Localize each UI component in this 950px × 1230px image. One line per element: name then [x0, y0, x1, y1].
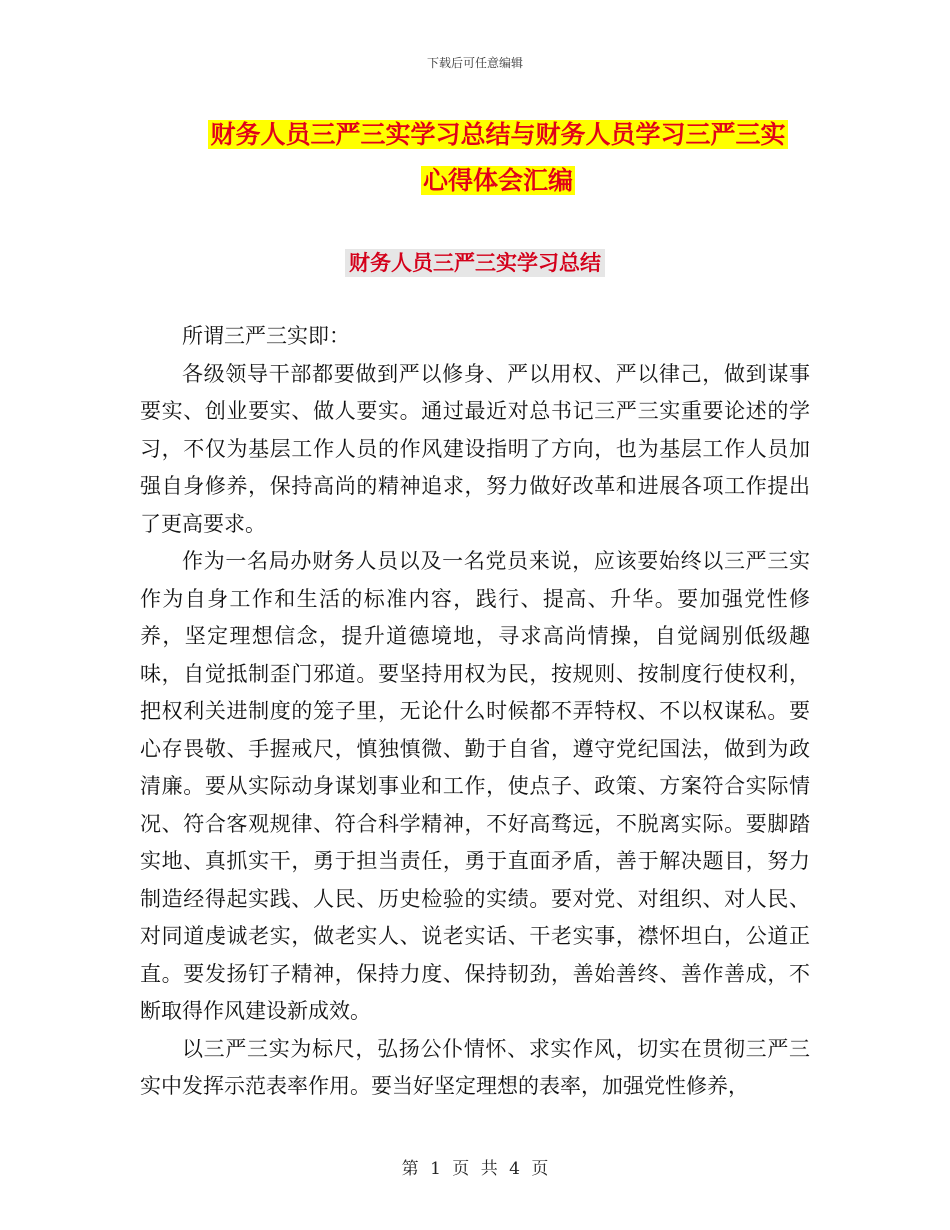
document-title-line-2: 心得体会汇编 — [422, 166, 573, 195]
paragraph: 所谓三严三实即： — [182, 324, 350, 348]
document-title — [140, 112, 856, 204]
paragraph: 各级领导干部都要做到严以修身、严以用权、严以律己，做到谋事要实、创业要实、做人要实。通过最近对总书记三严三实重要论述的学习，不仅为基层工作人员的作风建设指明了方向，也为基层工作人员加强自身修养，保持高尚的精神追求，努力做好改革和进展各项工作提出了更高要求。 — [140, 361, 810, 536]
paragraph: 以三严三实为标尺，弘扬公仆情怀、求实作风，切实在贯彻三严三实中发挥示范表率作用。要当好坚定理想的表率，加强党性修养， — [140, 1036, 810, 1098]
document-body — [140, 318, 810, 1106]
paragraph: 作为一名局办财务人员以及一名党员来说，应该要始终以三严三实作为自身工作和生活的标准内容，践行、提高、升华。要加强党性修养，坚定理想信念，提升道德境地，寻求高尚情操，自觉阔别低级趣味，自觉抵制歪门邪道。要坚持用权为民，按规则、按制度行使权利，把权利关进制度的笼子里，无论什么时候都不弄特权、不以权谋私。要心存畏敬、手握戒尺，慎独慎微、勤于自省，遵守党纪国法，做到为政清廉。要从实际动身谋划事业和工作，使点子、政策、方案符合实际情况、符合客观规律、符合科学精神，不好高骛远，不脱离实际。要脚踏实地、真抓实干，勇于担当责任，勇于直面矛盾，善于解决题目，努力制造经得起实践、人民、历史检验的实绩。要对党、对组织、对人民、对同道虔诚老实，做老实人、说老实话、干老实事，襟怀坦白，公道正直。要发扬钉子精神，保持力度、保持韧劲，善始善终、善作善成，不断取得作风建设新成效。 — [140, 549, 810, 1023]
section-heading-text: 财务人员三严三实学习总结 — [345, 249, 605, 277]
section-heading — [0, 246, 950, 280]
document-title-line-1: 财务人员三严三实学习总结与财务人员学习三严三实 — [210, 120, 786, 149]
header-note: 下载后可任意编辑 — [426, 56, 523, 70]
page-footer: 第 1 页 共 4 页 — [401, 1159, 549, 1179]
